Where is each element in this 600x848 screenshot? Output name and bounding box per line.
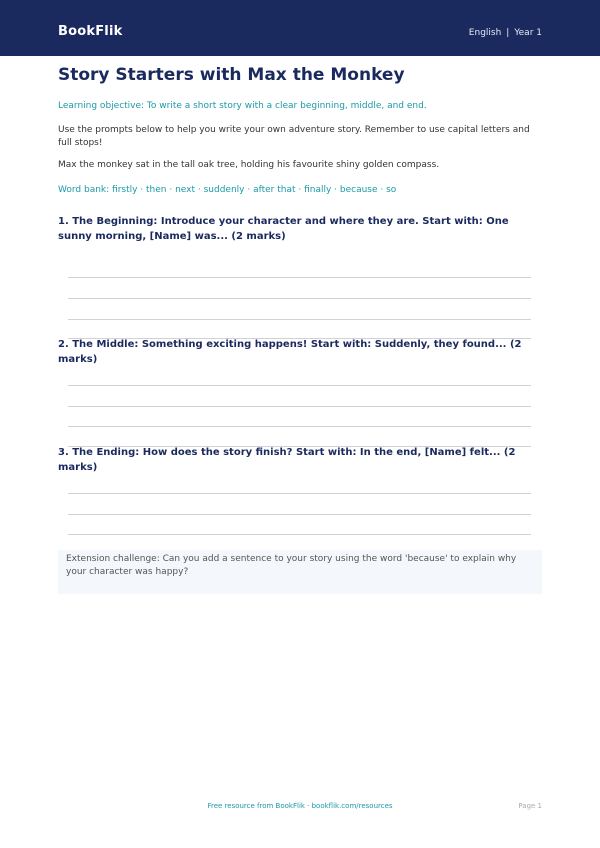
learning-objective: Learning objective: To write a short story with a clear beginning, middle, and end. <box>58 101 427 111</box>
answer-line[interactable] <box>68 277 531 278</box>
extension-challenge: Extension challenge: Can you add a sentence to your story using the word 'because' to explain why your character was happy? <box>58 550 542 594</box>
question-2: 2. The Middle: Something exciting happens! Start with: Suddenly, they found... (2 marks) <box>58 339 522 365</box>
site-header <box>0 0 600 56</box>
answer-line[interactable] <box>68 406 531 407</box>
story-opening: Max the monkey sat in the tall oak tree, holding his favourite shiny golden compass. <box>58 160 440 170</box>
answer-line[interactable] <box>68 426 531 427</box>
answer-line[interactable] <box>68 514 531 515</box>
brand-logo[interactable]: BookFlik <box>58 24 123 39</box>
word-bank: Word bank: firstly · then · next · suddenly · after that · finally · because · so <box>58 185 397 195</box>
meta-separator: | <box>506 28 510 38</box>
answer-line[interactable] <box>68 298 531 299</box>
subject-year <box>469 28 542 38</box>
page-number: Page 1 <box>518 802 542 810</box>
year-label: Year 1 <box>514 28 542 38</box>
answer-line[interactable] <box>68 493 531 494</box>
footer-credit[interactable]: Free resource from BookFlik · bookflik.com/resources <box>207 802 393 810</box>
answer-line[interactable] <box>68 534 531 535</box>
question-3: 3. The Ending: How does the story finish? Start with: In the end, [Name] felt... (2 marks) <box>58 447 516 473</box>
answer-line[interactable] <box>68 319 531 320</box>
instructions: Use the prompts below to help you write your own adventure story. Remember to use capital letters and full stops! <box>58 125 530 148</box>
answer-line[interactable] <box>68 385 531 386</box>
question-1: 1. The Beginning: Introduce your character and where they are. Start with: One sunny morning, [Name] was... (2 marks) <box>58 216 509 242</box>
page-title: Story Starters with Max the Monkey <box>58 65 405 85</box>
subject-label: English <box>468 28 502 38</box>
